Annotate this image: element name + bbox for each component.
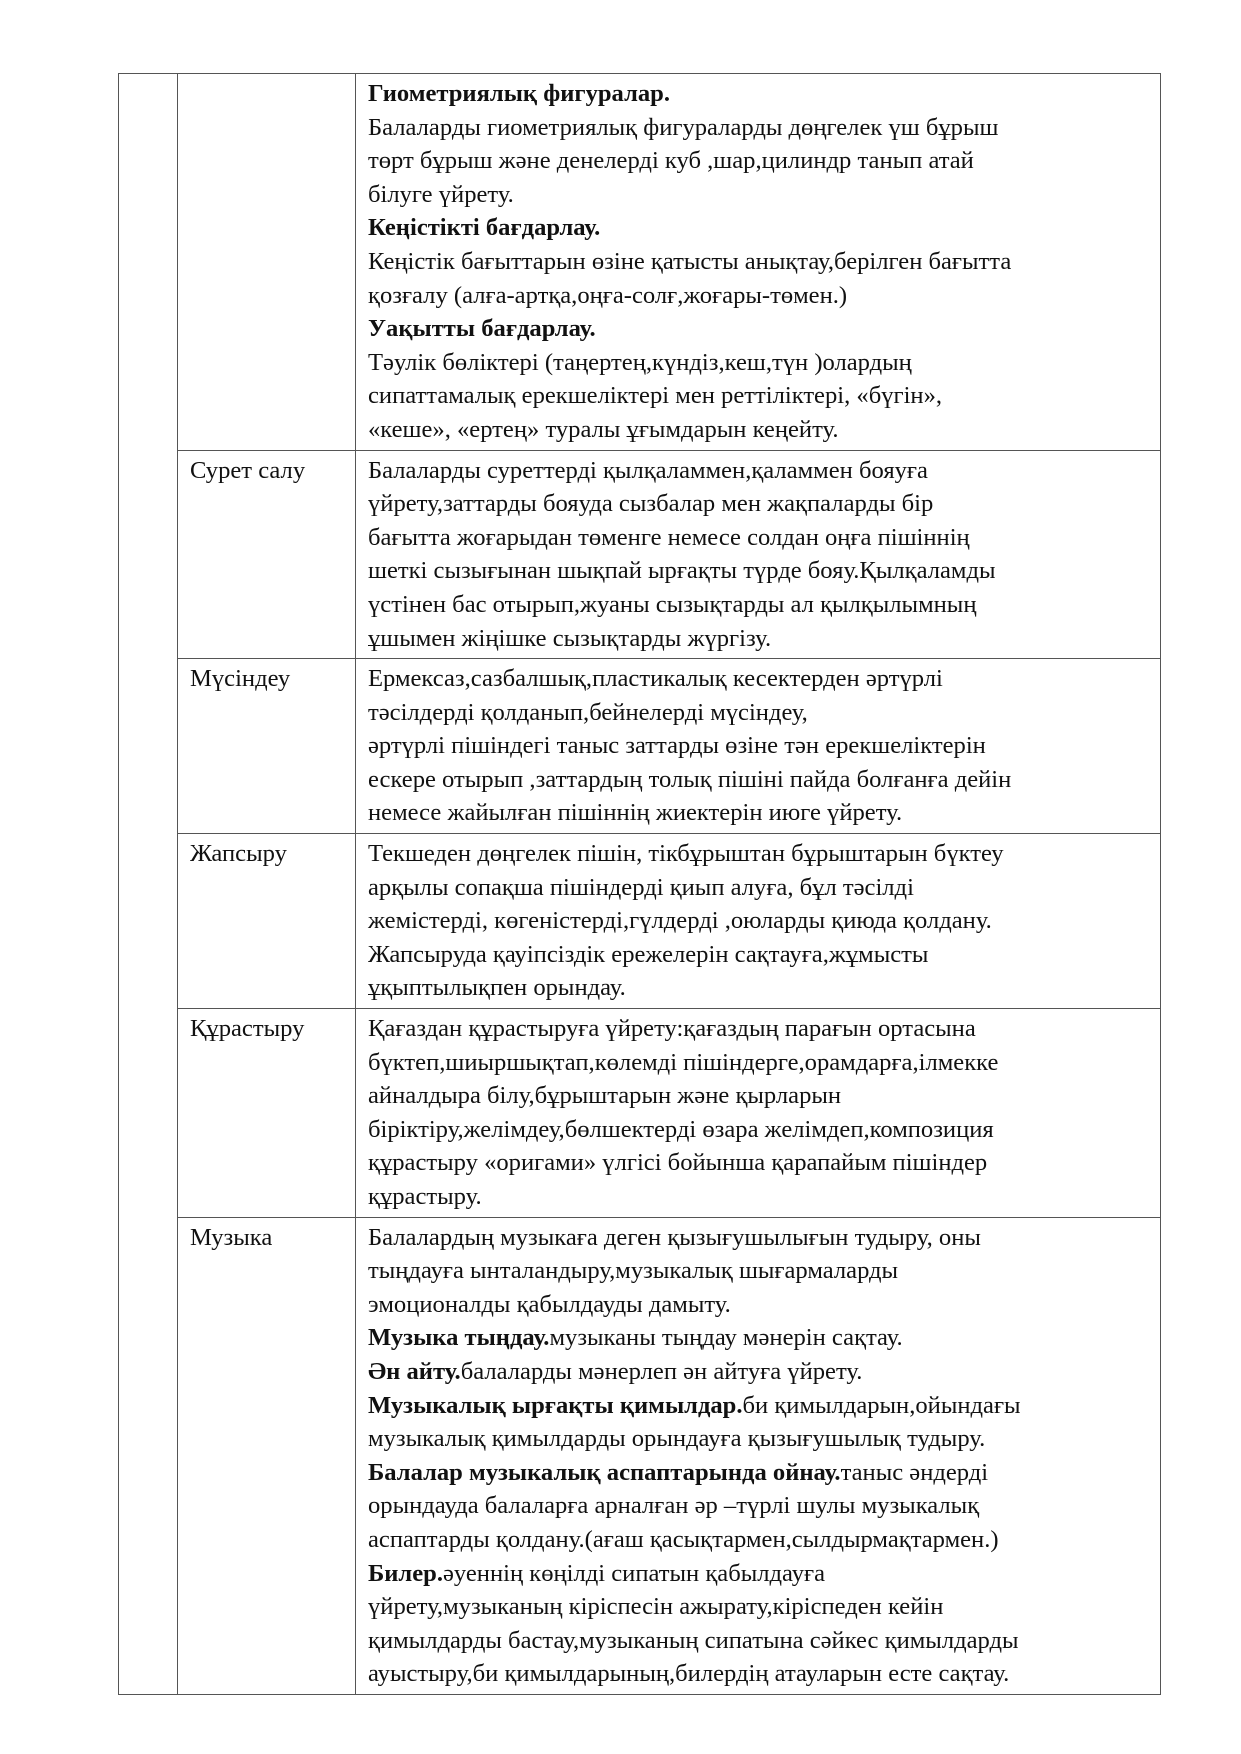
music-item-text: әуеннің көңілді сипатын қабылдауға: [442, 1559, 826, 1587]
table-row: [119, 450, 1161, 659]
music-item-text: музыканы тыңдау мәнерін сақтау.: [549, 1324, 903, 1352]
text-line: үстінен бас отырып,жуаны сызықтарды ал қылқылымның: [368, 590, 977, 618]
subject-cell: [178, 74, 356, 451]
music-item: [368, 1389, 1148, 1423]
text-line: әртүрлі пішіндегі таныс заттарды өзіне тән ерекшеліктерін: [368, 732, 986, 760]
music-item-title: Ән айту.: [368, 1357, 461, 1385]
section-heading: Уақытты бағдарлау.: [368, 315, 596, 343]
table-row: [119, 659, 1161, 834]
music-item-title: Музыка тыңдау.: [368, 1324, 550, 1352]
content-cell: [356, 74, 1161, 451]
text-line: үйрету,музыканың кіріспесін ажырату,кіріспеден кейін: [368, 1593, 944, 1621]
text-line: эмоционалды қабылдауды дамыту.: [368, 1290, 731, 1318]
content-cell: [356, 450, 1161, 659]
text-line: немесе жайылған пішіннің жиектерін июге үйрету.: [368, 799, 903, 827]
content-cell: [356, 1009, 1161, 1218]
music-item-text: би қимылдарын,ойындағы: [742, 1391, 1021, 1419]
text-line: музыкалық қимылдарды орындауға қызығушылық тудыру.: [368, 1425, 986, 1453]
table-row: [119, 1009, 1161, 1218]
music-item-title: Балалар музыкалық аспаптарында ойнау.: [368, 1458, 841, 1486]
content-cell: [356, 659, 1161, 834]
subject-cell: Жапсыру: [178, 834, 356, 1009]
text-line: айналдыра білу,бұрыштарын және қырларын: [368, 1082, 842, 1110]
text-line: құрастыру «оригами» үлгісі бойынша қарапайым пішіндер: [368, 1149, 988, 1177]
subject-cell: Музыка: [178, 1217, 356, 1694]
music-item: [368, 1557, 1148, 1591]
section-heading: Гиометриялық фигуралар.: [368, 80, 670, 107]
text-line: білуге үйрету.: [368, 180, 514, 208]
text-line: қимылдарды бастау,музыканың сипатына сәйкес қимылдарды: [368, 1626, 1019, 1654]
music-item-text: таныс әндерді: [840, 1458, 989, 1486]
text-line: үйрету,заттарды бояуда сызбалар мен жақпаларды бір: [368, 490, 934, 518]
text-line: құрастыру.: [368, 1183, 482, 1210]
music-item: [368, 1321, 1148, 1355]
subject-cell: Мүсіндеу: [178, 659, 356, 834]
text-line: Балаларды суреттерді қылқаламмен,қаламмен бояуға: [368, 456, 928, 484]
content-cell: [356, 1217, 1161, 1694]
text-line: орындауда балаларға арналған әр –түрлі шулы музыкалық: [368, 1492, 980, 1520]
music-item: [368, 1456, 1148, 1490]
table-row: [119, 1217, 1161, 1694]
text-line: тыңдауға ынталандыру,музыкалық шығармаларды: [368, 1257, 899, 1285]
text-line: жемістерді, көгеністерді,гүлдерді ,оюларды қиюда қолдану.: [368, 907, 992, 935]
text-line: «кеше», «ертең» туралы ұғымдарын кеңейту.: [368, 415, 839, 443]
text-line: ұқыптылықпен орындау.: [368, 974, 626, 1002]
text-line: ауыстыру,би қимылдарының,билердің атауларын есте сақтау.: [368, 1660, 1010, 1688]
empty-cell: [119, 74, 178, 1695]
text-line: Ермексаз,сазбалшық,пластикалық кесектерден әртүрлі: [368, 665, 943, 693]
text-line: Қағаздан құрастыруға үйрету:қағаздың парағын ортасына: [368, 1015, 976, 1043]
text-line: біріктіру,желімдеу,бөлшектерді өзара желімдеп,композиция: [368, 1115, 994, 1143]
text-line: сипаттамалық ерекшеліктері мен реттіліктері, «бүгін»,: [368, 382, 943, 410]
text-line: тәсілдерді қолданып,бейнелерді мүсіндеу,: [368, 698, 808, 726]
text-line: ескере отырып ,заттардың толық пішіні пайда болғанға дейін: [368, 765, 1012, 793]
text-line: арқылы сопақша пішіндерді қиып алуға, бұл тәсілді: [368, 873, 914, 901]
text-line: шеткі сызығынан шықпай ырғақты түрде бояу.Қылқаламды: [368, 557, 996, 585]
text-line: бүктеп,шиыршықтап,көлемді пішіндерге,орамдарға,ілмекке: [368, 1048, 999, 1076]
section-heading: Кеңістікті бағдарлау.: [368, 214, 601, 242]
table-row: [119, 74, 1161, 451]
text-line: бағытта жоғарыдан төменге немесе солдан оңға пішіннің: [368, 523, 970, 551]
text-line: Балалардың музыкаға деген қызығушылығын тудыру, оны: [368, 1223, 981, 1251]
text-line: Тәулік бөліктері (таңертең,күндіз,кеш,түн )олардың: [368, 348, 912, 376]
text-line: төрт бұрыш және денелерді куб ,шар,цилиндр танып атай: [368, 147, 974, 175]
text-line: аспаптарды қолдану.(ағаш қасықтармен,сылдырмақтармен.): [368, 1525, 999, 1553]
text-line: қозғалу (алға-артқа,оңға-солғ,жоғары-төмен.): [368, 281, 848, 309]
table-row: [119, 834, 1161, 1009]
content-cell: [356, 834, 1161, 1009]
subject-cell: Құрастыру: [178, 1009, 356, 1218]
music-item-title: Билер.: [368, 1559, 443, 1587]
music-item-text: балаларды мәнерлеп ән айтуға үйрету.: [460, 1357, 863, 1385]
music-item: [368, 1355, 1148, 1389]
text-line: ұшымен жіңішке сызықтарды жүргізу.: [368, 624, 772, 652]
curriculum-table: [118, 73, 1161, 1695]
text-line: Текшеден дөңгелек пішін, тікбұрыштан бұрыштарын бүктеу: [368, 840, 1004, 868]
music-item-title: Музыкалық ырғақты қимылдар.: [368, 1391, 743, 1419]
text-line: Кеңістік бағыттарын өзіне қатысты анықтау,берілген бағытта: [368, 247, 1012, 275]
text-line: Жапсыруда қауіпсіздік ережелерін сақтауға,жұмысты: [368, 940, 929, 968]
text-line: Балаларды гиометриялық фигураларды дөңгелек үш бұрыш: [368, 113, 999, 141]
subject-cell: Сурет салу: [178, 450, 356, 659]
